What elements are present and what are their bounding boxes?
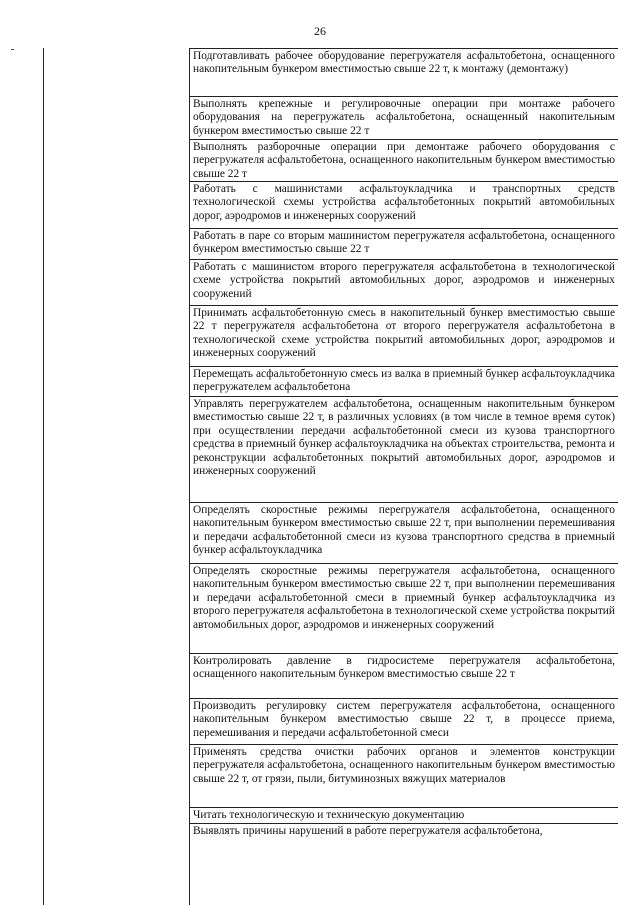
table-row: Подготавливать рабочее оборудование перегружателя асфальтобетона, оснащенного накопительным бункером вместимостью свыше 22 т, к монтажу (демонтажу) xyxy=(190,48,618,96)
table-row: Работать с машинистами асфальтоукладчика и транспортных средств технологической схемы устройства асфальтобетонных покрытий автомобильных дорог, аэродромов и инженерных сооружений xyxy=(190,181,618,228)
table-row: Контролировать давление в гидросистеме перегружателя асфальтобетона, оснащенного накопительным бункером вместимостью свыше 22 т xyxy=(190,653,618,698)
table-row: Применять средства очистки рабочих органов и элементов конструкции перегружателя асфальтобетона, оснащенного накопительным бункером вместимостью свыше 22 т, от грязи, пыли, битуминозных вяжущих материалов xyxy=(190,744,618,807)
table-row: Определять скоростные режимы перегружателя асфальтобетона, оснащенного накопительным бункером вместимостью свыше 22 т, при выполнении перемешивания и передачи асфальтобетонной смеси в приемный бункер асфальтоукладчика из второго перегружателя асфальтобетона в технологической схеме устройства покрытий автомобильных дорог, аэродромов и инженерных сооружений xyxy=(190,563,618,653)
table-row: Управлять перегружателем асфальтобетона, оснащенным накопительным бункером вместимостью свыше 22 т, в различных условиях (в том числе в темное время суток) при осуществлении передачи асфальтобетонной смеси из кузова транспортного средства в приемный бункер асфальтоукладчика на объектах строительства, ремонта и реконструкции асфальтобетонных покрытий автомобильных дорог, аэродромов и инженерных сооружений xyxy=(190,396,618,502)
left-column-empty-cell xyxy=(44,48,190,905)
table-row: Выявлять причины нарушений в работе перегружателя асфальтобетона, xyxy=(190,823,618,903)
margin-mark xyxy=(11,49,14,50)
table-row: Перемещать асфальтобетонную смесь из валка в приемный бункер асфальтоукладчика перегружателем асфальтобетона xyxy=(190,366,618,396)
page-number: 26 xyxy=(314,24,326,38)
table-row: Принимать асфальтобетонную смесь в накопительный бункер вместимостью свыше 22 т перегружателя асфальтобетона от второго перегружателя асфальтобетона в технологической схеме устройства покрытий автомобильных дорог, аэродромов и инженерных сооружений xyxy=(190,305,618,366)
table-row: Определять скоростные режимы перегружателя асфальтобетона, оснащенного накопительным бункером вместимостью свыше 22 т, при выполнении перемешивания и передачи асфальтобетонной смеси из кузова транспортного средства в приемный бункер асфальтоукладчика xyxy=(190,502,618,563)
table-row: Работать в паре со вторым машинистом перегружателя асфальтобетона, оснащенного бункером вместимостью свыше 22 т xyxy=(190,228,618,259)
table-row: Производить регулировку систем перегружателя асфальтобетона, оснащенного накопительным бункером вместимостью свыше 22 т, в процессе приема, перемешивания и передачи асфальтобетонной смеси xyxy=(190,698,618,744)
right-column xyxy=(190,48,618,903)
table-row: Работать с машинистом второго перегружателя асфальтобетона в технологической схеме устройства покрытий автомобильных дорог, аэродромов и инженерных сооружений xyxy=(190,259,618,305)
table-row: Читать технологическую и техническую документацию xyxy=(190,807,618,823)
table-row: Выполнять разборочные операции при демонтаже рабочего оборудования с перегружателя асфальтобетона, оснащенного накопительным бункером вместимостью свыше 22 т xyxy=(190,139,618,181)
table-row: Выполнять крепежные и регулировочные операции при монтаже рабочего оборудования на перегружатель асфальтобетона, оснащенный накопительным бункером вместимостью свыше 22 т xyxy=(190,96,618,139)
skills-table xyxy=(43,48,618,905)
